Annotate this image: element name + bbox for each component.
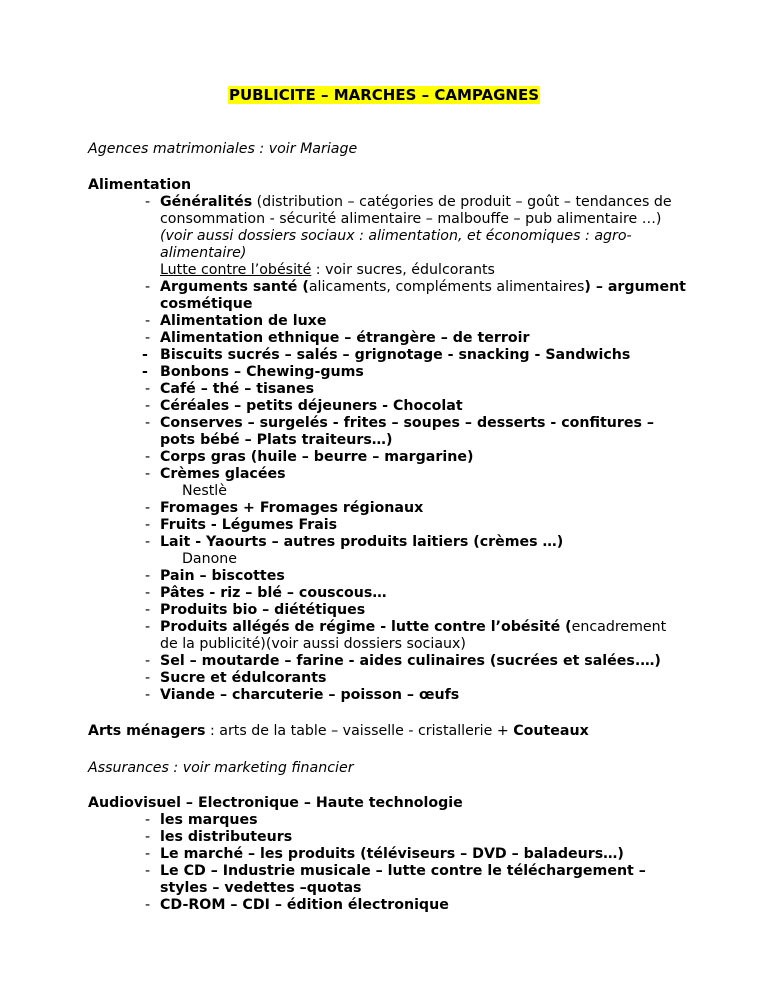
agences-line: Agences matrimoniales : voir Mariage [88,141,358,157]
list-item: - Alimentation ethnique – étrangère – de terroir [145,330,530,346]
alimentation-heading: Alimentation [88,177,192,193]
list-item: - Crèmes glacées [145,466,286,482]
list-item: - Le CD – Industrie musicale – lutte contre le téléchargement – styles – vedettes –quotas [145,863,646,896]
danone-note: Danone [182,551,238,567]
list-item: - Arguments santé (alicaments, compléments alimentaires) – argument cosmétique [145,279,686,312]
list-item: - Fromages + Fromages régionaux [145,500,424,516]
list-item: - Lait - Yaourts – autres produits laitiers (crèmes …) [145,534,564,550]
list-item: - Fruits - Légumes Frais [145,517,338,533]
list-item: - Généralités (distribution – catégories de produit – goût – tendances de consommation - sécurité alimentaire – malbouffe – pub alimentaire …) (voir aussi dossiers sociaux : alimentation, et économiques : agro-alimentaire) Lutte contre l’obésité : voir sucres, édulcorants [145,194,672,278]
list-item: - Le marché – les produits (téléviseurs – DVD – baladeurs…) [145,846,624,862]
list-item: - les marques [145,812,258,828]
title-highlight: PUBLICITE – MARCHES – CAMPAGNES [228,86,540,104]
list-item: - CD-ROM – CDI – édition électronique [145,897,449,913]
alimentation-list-2 [88,500,688,551]
page-title [0,86,768,104]
list-item: - Pâtes - riz – blé – couscous… [145,585,387,601]
obesite-link-text: Lutte contre l’obésité [160,262,312,278]
list-item: - Sel – moutarde – farine - aides culinaires (sucrées et salées.…) [145,653,661,669]
audiovisuel-list [88,812,688,914]
audiovisuel-heading: Audiovisuel – Electronique – Haute technologie [88,795,463,811]
audiovisuel-section [88,795,688,914]
list-item: - Viande – charcuterie – poisson – œufs [145,687,460,703]
list-item: - Conserves – surgelés - frites – soupes – desserts - confitures – pots bébé – Plats traiteurs…) [145,415,654,448]
arts-menagers-line: Arts ménagers : arts de la table – vaisselle - cristallerie + Couteaux [88,723,589,739]
list-item: - Bonbons – Chewing-gums [142,364,364,380]
nestle-note: Nestlè [182,483,227,499]
list-item: - Céréales – petits déjeuners - Chocolat [145,398,463,414]
list-item: - Biscuits sucrés – salés – grignotage - snacking - Sandwichs [142,347,631,363]
alimentation-list [88,194,688,483]
assurances-line: Assurances : voir marketing financier [88,760,354,776]
alimentation-list-3 [88,568,688,704]
list-item: - Corps gras (huile – beurre – margarine) [145,449,474,465]
list-item: - Produits allégés de régime - lutte contre l’obésité (encadrement de la publicité)(voir aussi dossiers sociaux) [145,619,667,652]
list-item: - Produits bio – diététiques [145,602,366,618]
list-item: - Alimentation de luxe [145,313,327,329]
alimentation-section [88,177,688,704]
list-item: - Pain – biscottes [145,568,285,584]
list-item: - Sucre et édulcorants [145,670,327,686]
list-item: - les distributeurs [145,829,293,845]
list-item: - Café – thé – tisanes [145,381,315,397]
